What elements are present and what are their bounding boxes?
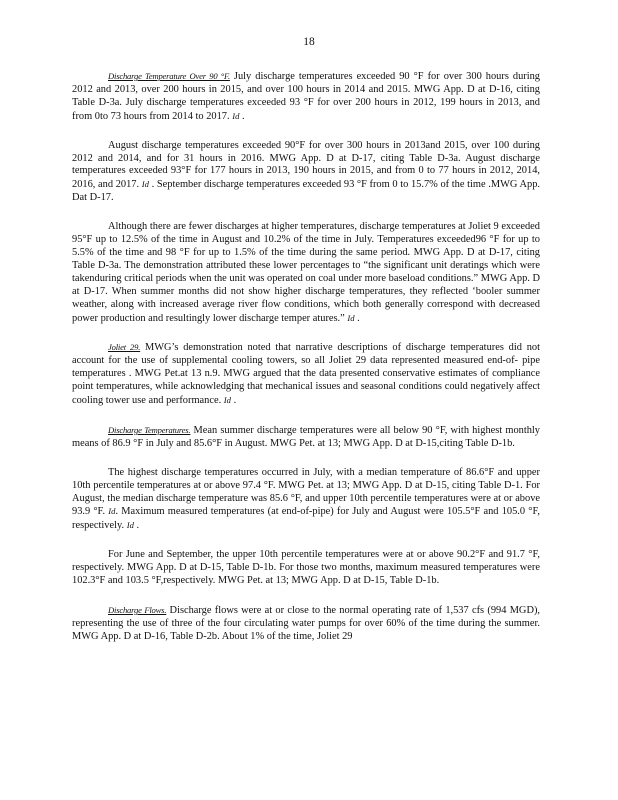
paragraph-discharge-temperatures [72, 424, 540, 451]
paragraph-text: Discharge flows were at or close to the normal operating rate of 1,537 cfs (994 MGD), representing the use of three of the four circulating water pumps for over 60% of the time during the summer. MWG App. D at D-16, Table D-2b. About 1% of the time, Joliet 29 [72, 605, 541, 642]
paragraph-end: . [241, 110, 245, 122]
paragraph-highest-discharge-temps [72, 467, 540, 534]
citation-id: Id [108, 506, 116, 517]
paragraph-discharge-flows [72, 604, 540, 644]
citation-id: Id [232, 110, 240, 121]
citation-id: Id [347, 312, 355, 323]
section-heading: Discharge Flows. [108, 605, 167, 615]
citation-id-end: Id [126, 520, 134, 531]
section-heading: Discharge Temperature Over 90 °F. [108, 71, 230, 81]
paragraph-end: . [233, 395, 237, 407]
paragraph-text: Although there are fewer discharges at higher temperatures, discharge temperatures at Joliet 9 exceeded 95°F up to 12.5% of the time in August and 10.2% of the time in July. Temperatures exceeded96 °F for up to 5.5% of the time and 98 °F for up to 1.5% of the time during the same period. MWG App. D at D-17, citing Table D-3a. The demonstration attributed these lower percentages to “the significant unit deratings which were takenduring critical periods when the unit was operated on coal under more baseload conditions.” MWG App. D at D-17. When summer months did not show higher discharge temperatures, they reflected ‘booler summer weather, along with increased average river flow conditions, which both generally correspond with decreased power production and resultingly lower discharge temper atures.” [72, 221, 540, 324]
citation-id: Id [223, 395, 231, 406]
paragraph-text: For June and September, the upper 10th percentile temperatures were at or above 90.2°F and 91.7 °F, respectively. MWG App. D at D-15, Table D-1b. For those two months, maximum measured temperatures were 102.3°F and 103.5 °F,respectively. MWG Pet. at 13; MWG App. D at D-15, Table D-1b. [72, 549, 540, 587]
section-heading: Joliet 29. [108, 342, 141, 353]
citation-id: Id [141, 179, 149, 190]
paragraph-text: Mean summer discharge temperatures were all below 90 °F, with highest monthly means of 86.9 °F in July and 85.6°F in August. MWG Pet. at 13; MWG App. D at D-15,citing Table D-1b. [72, 424, 540, 449]
paragraph-discharge-temperature-over-90 [72, 70, 540, 124]
paragraph-joliet-9-higher-temps [72, 221, 540, 325]
paragraph-text-continued: . Maximum measured temperatures (at end-of-pipe) for July and August were 105.5°F and 105.0 °F, respectively. [72, 506, 540, 532]
page-number: 18 [303, 36, 315, 48]
paragraph-june-september [72, 549, 540, 588]
paragraph-text: July discharge temperatures exceeded 90 °F for over 300 hours during 2012 and 2013, over 200 hours in 2015, and over 100 hours in 2014 and 2015. MWG App. D at D-16, citing Table D-3a. July discharge temperatures exceeded 93 °F for over 200 hours in 2012, 199 hours in 2013, and from 0to 73 hours from 2014 to 2017. [72, 71, 541, 122]
paragraph-text: MWG’s demonstration noted that narrative descriptions of discharge temperatures did not account for the use of supplemental cooling towers, so all Joliet 29 data represented measured end-of- pipe temperatures . MWG Pet.at 13 n.9. MWG argued that the data presented conservative estimates of compliance point temperatures, while acknowledging that mechanical issues and seasonal conditions could negatively affect cooling tower use and performance. [72, 342, 540, 407]
paragraph-text-continued: . September discharge temperatures exceeded 93 °F from 0 to 15.7% of the time .MWG App. Dat D-17. [72, 179, 540, 204]
paragraph-text: The highest discharge temperatures occurred in July, with a median temperature of 86.6°F and upper 10th percentile temperatures at or above 97.4 °F. MWG Pet. at 13; MWG App. D at D-15, citing Table D-1. For August, the median discharge temperature was 85.6 °F, and upper 10th percentile temperatures were at or above 93.9 °F. [72, 466, 540, 518]
paragraph-august-discharge [72, 140, 540, 206]
paragraph-text: August discharge temperatures exceeded 90°F for over 300 hours in 2013and 2015, over 100 during 2012 and 2014, and for 31 hours in 2016. MWG App. D at D-17, citing Table D-3a. August discharge temperatures exceeded 93°F for 177 hours in 2013, 190 hours in 2015, and from 0 to 77 hours in 2012, 2014, 2016, and 2017. [72, 139, 540, 191]
paragraph-end: . [136, 520, 140, 532]
page-body [72, 70, 540, 660]
paragraph-joliet-29 [72, 341, 540, 408]
section-heading: Discharge Temperatures. [108, 424, 191, 435]
paragraph-end: . [357, 312, 360, 324]
